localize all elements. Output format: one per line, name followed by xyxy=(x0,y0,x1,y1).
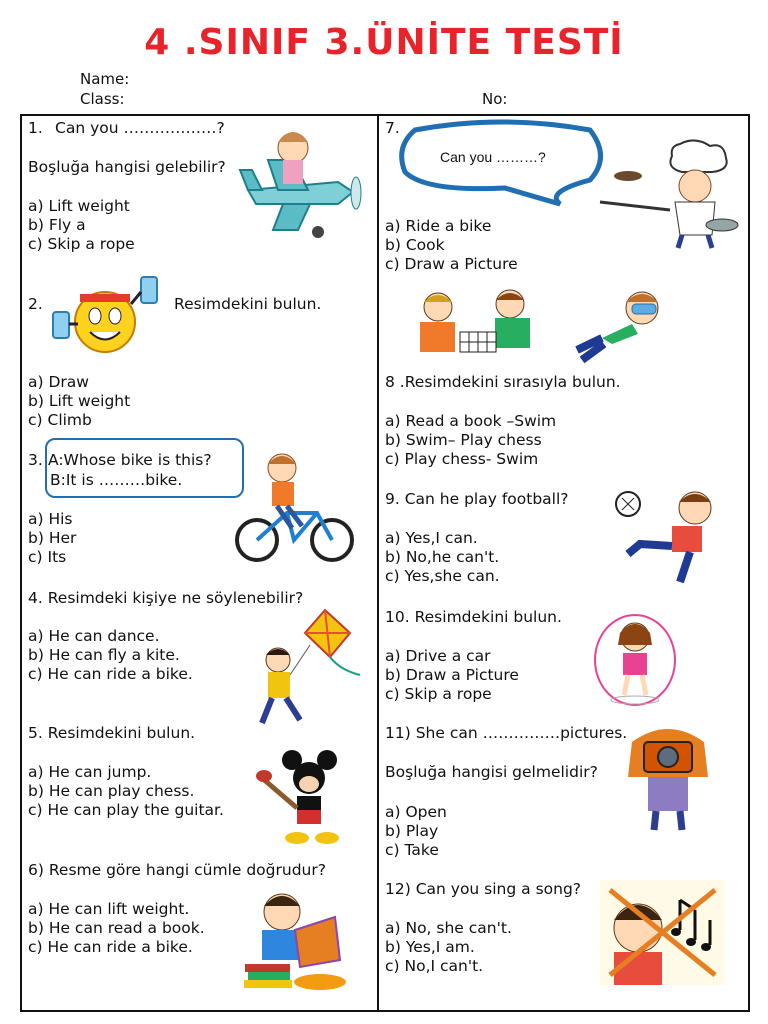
worksheet-title: 4 .SINIF 3.ÜNİTE TESTİ xyxy=(144,22,624,63)
q1-option-b[interactable]: b) Fly a xyxy=(28,216,86,234)
airplane-girl-image xyxy=(238,120,363,240)
q6-option-a[interactable]: a) He can lift weight. xyxy=(28,900,190,918)
q1-number: 1. xyxy=(28,119,43,137)
q8-option-c[interactable]: c) Play chess- Swim xyxy=(385,450,539,468)
q10-option-a[interactable]: a) Drive a car xyxy=(385,647,491,665)
q5-option-a[interactable]: a) He can jump. xyxy=(28,763,152,781)
q1-question: Can you ………………? xyxy=(55,119,225,137)
boy-kicking-ball-image xyxy=(610,484,725,589)
boy-on-bicycle-image xyxy=(232,448,357,563)
q8-options xyxy=(385,412,556,469)
q12-options xyxy=(385,919,512,976)
name-label: Name: xyxy=(80,70,130,88)
number-label: No: xyxy=(482,90,508,108)
q2-number: 2. xyxy=(28,295,43,313)
q3-option-a[interactable]: a) His xyxy=(28,510,73,528)
column-divider xyxy=(377,114,379,1012)
q3-options xyxy=(28,510,76,567)
q4-option-a[interactable]: a) He can dance. xyxy=(28,627,160,645)
q11-option-a[interactable]: a) Open xyxy=(385,803,447,821)
q9-question: 9. Can he play football? xyxy=(385,490,569,508)
q3-option-b[interactable]: b) Her xyxy=(28,529,77,547)
q12-option-b[interactable]: b) Yes,I am. xyxy=(385,938,475,956)
q12-option-a[interactable]: a) No, she can't. xyxy=(385,919,512,937)
q3-line-a: A:Whose bike is this? xyxy=(48,451,212,469)
boys-playing-chess-image xyxy=(410,282,545,367)
q2-question: Resimdekini bulun. xyxy=(174,295,322,313)
not-singing-image xyxy=(600,880,725,985)
q2-options xyxy=(28,373,130,430)
q4-question: 4. Resimdeki kişiye ne söylenebilir? xyxy=(28,589,304,607)
q6-option-c[interactable]: c) He can ride a bike. xyxy=(28,938,193,956)
boy-reading-book-image xyxy=(240,882,358,994)
q2-option-c[interactable]: c) Climb xyxy=(28,411,92,429)
q2-option-a[interactable]: a) Draw xyxy=(28,373,89,391)
chef-cooking-image xyxy=(600,140,740,250)
q10-option-c[interactable]: c) Skip a rope xyxy=(385,685,492,703)
q7-options xyxy=(385,217,518,274)
q8-option-a[interactable]: a) Read a book –Swim xyxy=(385,412,557,430)
q11-option-b[interactable]: b) Play xyxy=(385,822,439,840)
smiley-lifting-weights-image xyxy=(45,272,165,367)
girl-with-camera-image xyxy=(622,722,714,832)
q7-number: 7. xyxy=(385,119,400,137)
q4-options xyxy=(28,627,193,684)
q9-options xyxy=(385,529,500,586)
q1-prompt: Boşluğa hangisi gelebilir? xyxy=(28,158,226,176)
q8-option-b[interactable]: b) Swim– Play chess xyxy=(385,431,542,449)
q12-option-c[interactable]: c) No,I can't. xyxy=(385,957,484,975)
q4-option-c[interactable]: c) He can ride a bike. xyxy=(28,665,193,683)
q3-number: 3. xyxy=(28,451,43,469)
q8-question: 8 .Resimdekini sırasıyla bulun. xyxy=(385,373,621,391)
q5-option-c[interactable]: c) He can play the guitar. xyxy=(28,801,224,819)
boy-flying-kite-image xyxy=(250,605,365,730)
boy-swimming-image xyxy=(572,280,672,365)
q9-option-c[interactable]: c) Yes,she can. xyxy=(385,567,500,585)
q10-option-b[interactable]: b) Draw a Picture xyxy=(385,666,519,684)
q6-question: 6) Resme göre hangi cümle doğrudur? xyxy=(28,861,326,879)
q3-line-b: B:It is ………bike. xyxy=(50,471,183,489)
q10-options xyxy=(385,647,519,704)
q5-options xyxy=(28,763,224,820)
q7-bubble-text: Can you ………? xyxy=(440,149,546,165)
q9-option-b[interactable]: b) No,he can't. xyxy=(385,548,500,566)
q7-option-c[interactable]: c) Draw a Picture xyxy=(385,255,518,273)
mickey-guitar-image xyxy=(252,748,362,848)
q5-question: 5. Resimdekini bulun. xyxy=(28,724,196,742)
q1-options xyxy=(28,197,135,254)
q1-option-a[interactable]: a) Lift weight xyxy=(28,197,130,215)
class-label: Class: xyxy=(80,90,125,108)
q11-prompt: Boşluğa hangisi gelmelidir? xyxy=(385,763,598,781)
q11-option-c[interactable]: c) Take xyxy=(385,841,439,859)
q6-option-b[interactable]: b) He can read a book. xyxy=(28,919,205,937)
q4-option-b[interactable]: b) He can fly a kite. xyxy=(28,646,180,664)
q10-question: 10. Resimdekini bulun. xyxy=(385,608,562,626)
q11-question: 11) She can ……………pictures. xyxy=(385,724,628,742)
q11-options xyxy=(385,803,447,860)
q12-question: 12) Can you sing a song? xyxy=(385,880,582,898)
girl-skipping-rope-image xyxy=(590,605,680,705)
q7-option-b[interactable]: b) Cook xyxy=(385,236,445,254)
q3-option-c[interactable]: c) Its xyxy=(28,548,67,566)
q7-option-a[interactable]: a) Ride a bike xyxy=(385,217,492,235)
q1-option-c[interactable]: c) Skip a rope xyxy=(28,235,135,253)
q2-option-b[interactable]: b) Lift weight xyxy=(28,392,131,410)
q9-option-a[interactable]: a) Yes,I can. xyxy=(385,529,478,547)
q5-option-b[interactable]: b) He can play chess. xyxy=(28,782,195,800)
q6-options xyxy=(28,900,205,957)
